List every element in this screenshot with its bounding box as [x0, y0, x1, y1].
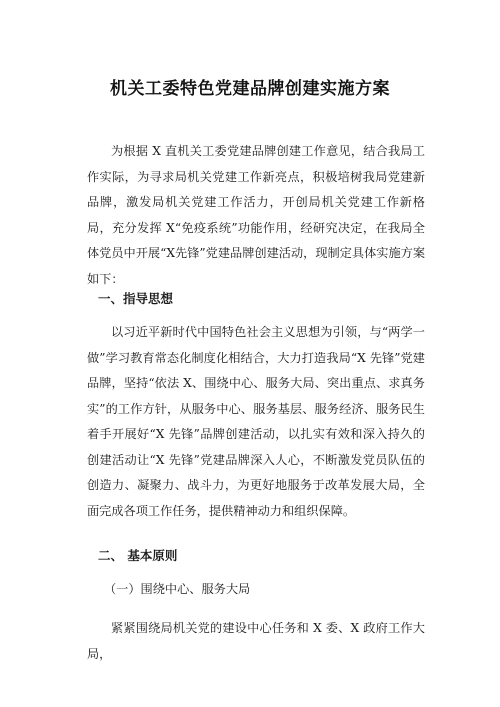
section-2-sub1-paragraph: 紧紧围绕局机关党的建设中心任务和 X 委、X 政府工作大局，: [87, 621, 425, 661]
document-title: 机关工委特色党建品牌创建实施方案: [110, 79, 390, 100]
section-2-subheading-1: （一）围绕中心、服务大局: [104, 582, 251, 596]
section-1-paragraph: 以习近平新时代中国特色社会主义思想为引领，与“两学一做”学习教育常态化制度化相结合，大力打造我局“X 先锋”党建品牌，坚持“依法 X、围绕中心、服务大局、突出重点、求真务实”的工作方针，从服务中心、服务基层、服务经济、服务民生着手开展好“X 先锋”品牌创建活动，以扎实有效和深入持久的创建活动让“X 先锋”党建品牌深入人心，不断激发党员队伍的创造力、凝聚力、战斗力，为更好地服务于改革发展大局，全面完成各项工作任务，提供精神动力和组织保障。: [87, 325, 425, 518]
intro-paragraph: 为根据 X 直机关工委党建品牌创建工作意见，结合我局工作实际，为寻求局机关党建工作新亮点，积极培树我局党建新品牌，激发局机关党建工作活力，开创局机关党建工作新格局，充分发挥 X“免疫系统”功能作用，经研究决定，在我局全体党员中开展“X先锋”党建品牌创建活动，现制定具体实施方案如下：: [87, 144, 426, 286]
section-2-heading: 二、 基本原则: [98, 548, 178, 563]
section-1-heading: 一、指导思想: [98, 291, 174, 306]
